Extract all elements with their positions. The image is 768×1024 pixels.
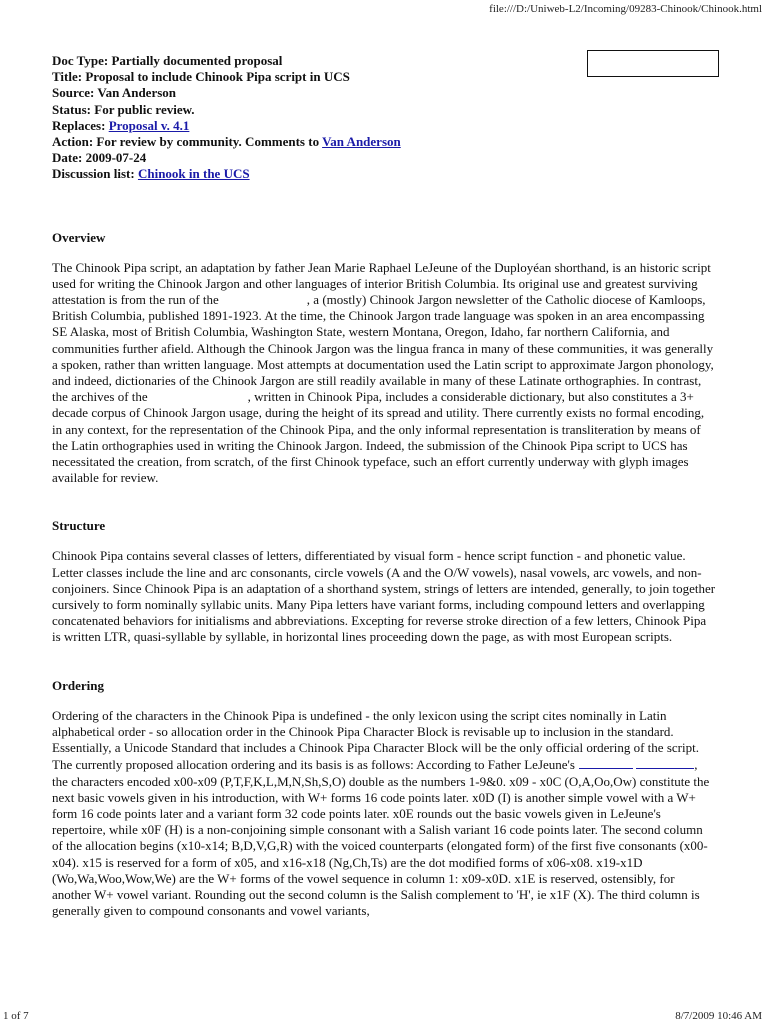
doc-status: Status: For public review. [52, 101, 195, 117]
document-body [52, 53, 716, 919]
doc-action [52, 134, 716, 150]
page-number: 1 of 7 [3, 1010, 29, 1022]
overview-text-2: , a (mostly) Chinook Jargon newsletter of the Catholic diocese of Kamloops, British Columbia, published 1891-1923. At the time, the Chinook Jargon trade language was spoken in an area encompassing SE Alaska, most of British Columbia, Washington State, western Montana, Oregon, Idaho, far northern California, and communities further afield. Although the Chinook Jargon was the lingua franca in many of these communities, it was generally a spoken, rather than written language. Most attempts at documentation used the Latin script to approximate Jargon phonology, and indeed, dictionaries of the Chinook Jargon are still readily available in many of these Latinate orthographies. In contrast, the archives of the [52, 292, 714, 405]
doc-discussion [52, 166, 716, 182]
replaces-label: Replaces: [52, 117, 109, 133]
ordering-text-1: Ordering of the characters in the Chinook Pipa is undefined - the only lexicon using the script cites nominally in Latin alphabetical order - so allocation order in the Chinook Pipa Character Block is revisable up to inclusion in the standard. Essentially, a Unicode Standard that includes a Chinook Pipa Character Block will be the only official ordering of the script. The currently proposed allocation ordering and its basis is as follows: According to Father LeJeune's [52, 707, 699, 773]
ordering-heading: Ordering [52, 677, 104, 693]
discussion-label: Discussion list: [52, 166, 138, 182]
doc-title: Title: Proposal to include Chinook Pipa script in UCS [52, 69, 350, 85]
action-label: Action: For review by community. Comments to [52, 134, 323, 150]
structure-paragraph: Chinook Pipa contains several classes of letters, differentiated by visual form - hence script function - and phonetic value. Letter classes include the line and arc consonants, circle vowels (A and the O/W vowels), nasal vowels, arc vowels, and non-conjoiners. Since Chinook Pipa is an adaptation of a shorthand system, strings of letters are intended, generally, to join together cursively to form nominally syllabic units. Many Pipa letters have variant forms, including compound letters and overlapping concatenated behaviors for initialisms and abbreviations. Excepting for reverse stroke direction of a few letters, Chinook Pipa is written LTR, quasi-syllable by syllable, in horizontal lines proceeding down the page, as with most European scripts. [52, 548, 716, 645]
action-author-link[interactable]: Van Anderson [322, 134, 401, 150]
missing-link-blank[interactable] [636, 756, 694, 769]
doc-replaces [52, 118, 716, 134]
missing-link-blank[interactable] [579, 756, 633, 769]
print-datetime: 8/7/2009 10:46 AM [675, 1010, 762, 1022]
overview-paragraph [52, 260, 716, 487]
doc-type: Doc Type: Partially documented proposal [52, 53, 283, 68]
doc-source: Source: Van Anderson [52, 85, 177, 101]
overview-text-3: , written in Chinook Pipa, includes a considerable dictionary, but also constitutes a 3+ decade corpus of Chinook Jargon usage, during the height of its spread and utility. There currently exists no formal encoding, in any context, for the representation of the Chinook Pipa, and the only informal representation is transliteration by means of the Latin orthographies used in writing the Chinook Jargon. Indeed, the submission of the Chinook Pipa script to UCS has necessitated the creation, from scratch, of the first Chinook typeface, such an effort currently underway with glyph images available for review. [52, 389, 705, 486]
print-header-url: file:///D:/Uniweb-L2/Incoming/09283-Chinook/Chinook.html [489, 3, 762, 15]
ordering-text-2: , the characters encoded x00-x09 (P,T,F,K,L,M,N,Sh,S,O) double as the numbers 1-9&0. x09 - x0C (O,A,Oo,Ow) constitute the next basic vowels given in his introduction, with W+ forms 16 code points later. x0D (I) is another simple vowel with a W+ form 16 code points later and a variant form 32 code points later. x0E rounds out the basic vowels given in LeJeune's repertoire, while x0F (H) is a non-conjoining simple consonant with a Salish variant 16 code points later. The second column of the allocation begins (x10-x14; B,D,V,G,R) with the voiced counterparts (elongated form) of the first five consonants (x00-x04). x15 is reserved for a form of x05, and x16-x18 (Ng,Ch,Ts) are the dot modified forms of x06-x08. x19-x1D (Wo,Wa,Woo,Wow,We) are the W+ forms of the vowel sequence in column 1: x09-x0D. x1E is reserved, ostensibly, for another W+ vowel variant. Rounding out the second column is the Salish complement to 'H', ie x1F (X). The third column is generally given to compound consonants and vowel variants, [52, 757, 710, 919]
replaces-link[interactable]: Proposal v. 4.1 [108, 117, 190, 133]
structure-heading: Structure [52, 518, 106, 534]
overview-heading: Overview [52, 229, 106, 245]
doc-date: Date: 2009-07-24 [52, 150, 147, 166]
overview-text-1: The Chinook Pipa script, an adaptation by father Jean Marie Raphael LeJeune of the Duployéan shorthand, is an historic script used for writing the Chinook Jargon and other languages of interior British Columbia. Its original use and greatest surviving attestation is from the run of the [52, 259, 711, 308]
ordering-paragraph [52, 708, 716, 920]
discussion-link[interactable]: Chinook in the UCS [137, 166, 250, 182]
metadata-block [52, 53, 716, 183]
